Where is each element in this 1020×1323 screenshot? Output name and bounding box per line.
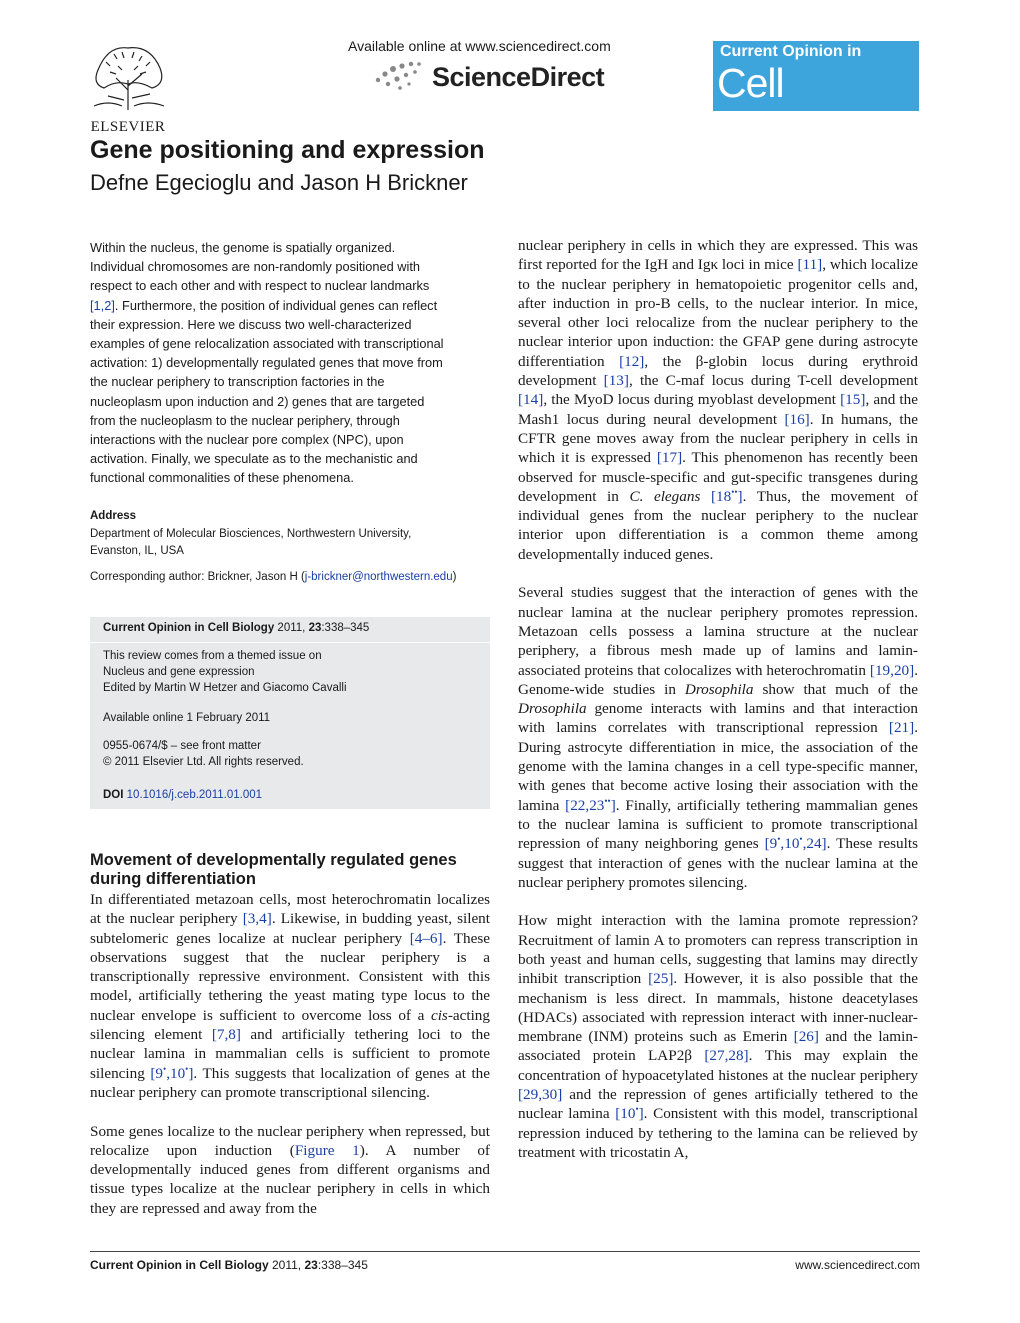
italic-text: cis <box>430 1006 448 1024</box>
volume: 23 <box>308 622 322 634</box>
abstract-text: . Furthermore, the position of individual genes can reflect <box>114 297 438 313</box>
body-text: genome interacts with lamins and that interaction with lamins correlates with transcriptional repression <box>518 700 918 737</box>
body-text: and the repression of genes artificially tethered to the nuclear lamina <box>518 1086 918 1123</box>
italic-text: C. elegans <box>629 487 701 505</box>
paragraph <box>518 911 918 1162</box>
footer-citation <box>90 1258 368 1272</box>
citation-part: [18 <box>710 487 732 505</box>
citation-part: ,24] <box>802 835 827 853</box>
body-text: nuclear periphery in cells in which they are expressed. This was first reported for the IgH and Igκ loci in mice <box>518 237 918 274</box>
body-text: show that much of the <box>753 680 918 698</box>
sciencedirect-logo[interactable] <box>374 60 604 94</box>
body-text: and artificially tethering loci to the nuclear lamina in mammalian cells is sufficient to promote silencing <box>90 1026 490 1082</box>
body-text: and the lamin-associated protein LAP2β <box>518 1028 918 1065</box>
available-online: Available online at www.sciencedirect.com <box>348 38 611 54</box>
body-text: Several studies suggest that the interaction of genes with the nuclear lamina at the nuclear periphery promotes repression. Metazoan cells possess a lamina structure at the nuclear periphery, a fibrous mesh made up of lamins and lamin-associated proteins that colocalizes with heterochromatin <box>518 584 918 679</box>
issn: 0955-0674/$ – see front matter <box>103 740 261 752</box>
journal-logo-line1: Current Opinion in <box>720 43 862 60</box>
abstract-line: interactions with the nuclear pore complex (NPC), upon <box>90 432 404 448</box>
italic-text: Drosophila <box>684 680 754 698</box>
citation-link[interactable]: [26] <box>793 1028 819 1046</box>
citation-part: [9 <box>764 835 778 853</box>
abstract-line: nucleoplasm upon induction and 2) genes that are targeted <box>90 393 425 409</box>
citation-part: ] <box>638 1105 644 1123</box>
body-text: Some genes localize to the nuclear periphery when repressed, but relocalize upon induction ( <box>90 1122 490 1159</box>
body-text: In differentiated metazoan cells, most heterochromatin localizes at the nuclear periphery <box>90 891 490 928</box>
doi-line <box>103 789 262 801</box>
citation-mark: •• <box>604 795 611 806</box>
citation-line <box>103 622 369 634</box>
elsevier-tree-icon <box>88 40 168 112</box>
theme-line: Nucleus and gene expression <box>103 666 255 678</box>
citation-part: ] <box>610 796 616 814</box>
citation-part: [10 <box>615 1105 636 1123</box>
body-text: , which localize to the nuclear periphery in hematopoietic progenitor cells and, after induction in pro-B cells, to the nuclear interior. In mice, several other loci relocalize from the nuclear periphery to the nuclear interior upon induction: the GFAP gene during astrocyte differentiation <box>518 256 919 370</box>
abstract-line: Within the nucleus, the genome is spatially organized. <box>90 240 396 255</box>
italic-text: Drosophila <box>518 700 587 718</box>
body-text: -acting silencing element <box>90 1006 490 1044</box>
citation-part: ,10 <box>780 835 800 853</box>
paragraph <box>90 1122 490 1218</box>
abstract-line: respect to each other and with respect to nuclear landmarks <box>90 278 430 294</box>
citation-link[interactable]: [27,28] <box>704 1047 749 1065</box>
body-text: . These observations suggest that the nuclear periphery is a transcriptionally repressive environment. Consistent with this model, artificially tethering the yeast mating type locus to the nuclear envelope is sufficient to overcome loss of a <box>90 929 490 1024</box>
footer-journal: Current Opinion in Cell Biology <box>90 1258 269 1272</box>
address-line: Department of Molecular Biosciences, Northwestern University, <box>90 528 412 540</box>
doi-label: DOI <box>103 789 124 801</box>
body-text: . These results suggest that interaction of genes with the nuclear lamina at the nuclear periphery promotes silencing. <box>518 835 918 891</box>
citation-link[interactable] <box>150 1065 193 1082</box>
citation-link[interactable]: [25] <box>648 970 674 988</box>
article-info-box <box>90 617 490 809</box>
body-text <box>700 488 711 505</box>
corresponding-close: ) <box>452 571 457 583</box>
corresponding-label: Corresponding author: Brickner, Jason H ( <box>90 571 305 583</box>
footer-url[interactable]: www.sciencedirect.com <box>795 1258 920 1272</box>
citation-link[interactable]: [16] <box>784 410 810 428</box>
citation-mark: •• <box>731 486 738 497</box>
paragraph <box>90 890 490 1102</box>
citation-link[interactable]: [1,2] <box>90 297 115 313</box>
copyright: © 2011 Elsevier Ltd. All rights reserved. <box>103 756 304 768</box>
citation-link[interactable]: [19,20] <box>869 661 915 679</box>
left-column-body <box>90 890 490 1237</box>
address-line: Evanston, IL, USA <box>90 544 184 557</box>
sciencedirect-text: ScienceDirect <box>432 61 605 92</box>
body-text: , the C-maf locus during T-cell development <box>628 372 918 390</box>
citation-mark: • <box>799 834 803 845</box>
citation-link[interactable] <box>765 835 827 852</box>
divider <box>90 642 490 643</box>
body-text: . Likewise, in budding yeast, silent subtelomeric genes localize at nuclear periphery <box>90 910 490 947</box>
elsevier-logo <box>88 40 168 136</box>
editors-line: Edited by Martin W Hetzer and Giacomo Cavalli <box>103 682 347 694</box>
article-title: Gene positioning and expression <box>90 136 485 164</box>
available-date: Available online 1 February 2011 <box>103 712 271 724</box>
publisher-name: ELSEVIER <box>90 119 166 135</box>
body-text: , the MyoD locus during myoblast development <box>543 391 841 409</box>
citation-link[interactable]: [12] <box>619 352 645 370</box>
citation-link[interactable] <box>565 797 616 814</box>
sciencedirect-dots-icon <box>374 60 426 94</box>
abstract-line: from the nucleoplasm to the nuclear periphery, through <box>90 412 400 428</box>
citation-mark: • <box>635 1104 639 1115</box>
citation-part: ,10 <box>166 1064 186 1082</box>
citation-link[interactable]: [4–6] <box>409 929 443 947</box>
email-link[interactable]: j-brickner@northwestern.edu <box>304 571 453 583</box>
citation-link[interactable] <box>615 1105 643 1122</box>
abstract-line: the nuclear periphery to transcription factories in the <box>90 374 385 390</box>
abstract-line: their expression. Here we discuss two well-characterized <box>90 316 412 332</box>
citation-part: ] <box>188 1064 194 1082</box>
address-heading: Address <box>90 510 137 522</box>
footer-divider <box>90 1251 920 1252</box>
citation-part: ] <box>737 487 743 505</box>
journal-logo-box <box>713 41 919 150</box>
citation-link[interactable]: [21] <box>888 719 915 737</box>
body-text: . Finally, artificially tethering mammalian genes to the nuclear lamina is sufficient to promote transcriptional repression of many neighboring genes <box>518 796 918 853</box>
footer-volume: 23 <box>304 1258 318 1272</box>
corresponding-author <box>90 571 490 583</box>
year: 2011, <box>274 622 309 634</box>
citation-link[interactable]: [15] <box>840 391 866 409</box>
citation-link[interactable]: [17] <box>656 449 683 467</box>
body-text: How might interaction with the lamina promote repression? Recruitment of lamin A to promoters can repress transcription in both yeast and human cells, suggesting that lamins may directly inhibit transcription <box>518 912 918 988</box>
abstract-line: activation. Finally, we speculate as to the mechanistic and <box>90 451 418 467</box>
abstract-line: examples of gene relocalization associated with transcriptional <box>90 336 444 352</box>
abstract-line <box>90 296 482 315</box>
citation-link[interactable]: [3,4] <box>242 910 272 928</box>
body-text: . This suggests that localization of genes at the nuclear periphery can promote transcriptional silencing. <box>90 1064 490 1101</box>
address <box>90 526 482 559</box>
body-text: . Thus, the movement of individual genes from the nuclear periphery to the nuclear interior upon differentiation is a common theme among developmentally induced genes. <box>518 487 919 563</box>
body-text: . During astrocyte differentiation in mice, the association of the genome with the lamina changes in a cell type-specific manner, with genes that become active losing their association with the lamina <box>518 719 918 814</box>
body-text: . In humans, the CFTR gene moves away from the nuclear periphery in cells in which it is expressed <box>518 410 918 467</box>
body-text: . This phenomenon has recently been observed for muscle-specific and gut-specific transgenes during development in <box>518 449 918 505</box>
right-column-body <box>518 236 918 1182</box>
doi-link[interactable]: 10.1016/j.ceb.2011.01.001 <box>126 789 263 801</box>
paragraph <box>518 236 918 564</box>
body-text: ). A number of developmentally induced genes from different organisms and tissue types localize at the nuclear periphery in cells in which they are repressed and away from the <box>90 1141 490 1217</box>
citation-mark: • <box>163 1063 167 1074</box>
citation-part: [9 <box>150 1064 164 1082</box>
paragraph <box>518 583 918 892</box>
citation-link[interactable]: [14] <box>518 391 544 409</box>
abstract-line: activation: 1) developmentally regulated genes that move from <box>90 355 443 371</box>
article-authors: Defne Egecioglu and Jason H Brickner <box>90 170 468 195</box>
body-text: . However, it is also possible that the mechanism is less direct. In mammals, histone deacetylases (HDACs) associated with repression interact with inner-nuclear-membrane (INM) proteins such as Emerin <box>518 970 919 1046</box>
body-text: . Genome-wide studies in <box>518 661 918 698</box>
footer-year: 2011, <box>268 1258 305 1272</box>
abstract-line: Individual chromosomes are non-randomly positioned with <box>90 259 421 275</box>
citation-mark: • <box>777 834 781 845</box>
citation-link[interactable]: [29,30] <box>518 1086 563 1104</box>
citation-part: [22,23 <box>565 796 605 814</box>
section-heading: Movement of developmentally regulated genes during differentiation <box>90 851 457 888</box>
abstract-line: functional commonalities of these phenomena. <box>90 470 354 486</box>
pages: :338–345 <box>321 622 370 634</box>
body-text: . Consistent with this model, transcriptional repression induced by tethering to the lamina can be relieved by treatment with tricostatin A, <box>518 1105 918 1161</box>
journal-logo-line2: Cell Biology <box>717 60 845 150</box>
theme-line: This review comes from a themed issue on <box>103 650 322 662</box>
figure-link[interactable]: Figure 1 <box>294 1141 360 1159</box>
citation-link[interactable] <box>711 488 743 505</box>
journal-name: Current Opinion in Cell Biology <box>103 622 275 634</box>
body-text: , the β-globin locus during erythroid development <box>518 352 918 390</box>
body-text: . This may explain the concentration of hypoacetylated histones at the nuclear periphery <box>518 1047 918 1084</box>
citation-mark: • <box>185 1063 189 1074</box>
citation-link[interactable]: [13] <box>603 372 629 390</box>
citation-link[interactable]: [11] <box>797 256 823 274</box>
body-text: , and the Mash1 locus during neural development <box>518 391 918 428</box>
citation-link[interactable]: [7,8] <box>211 1026 241 1044</box>
footer-pages: :338–345 <box>317 1258 368 1272</box>
abstract <box>90 238 482 488</box>
